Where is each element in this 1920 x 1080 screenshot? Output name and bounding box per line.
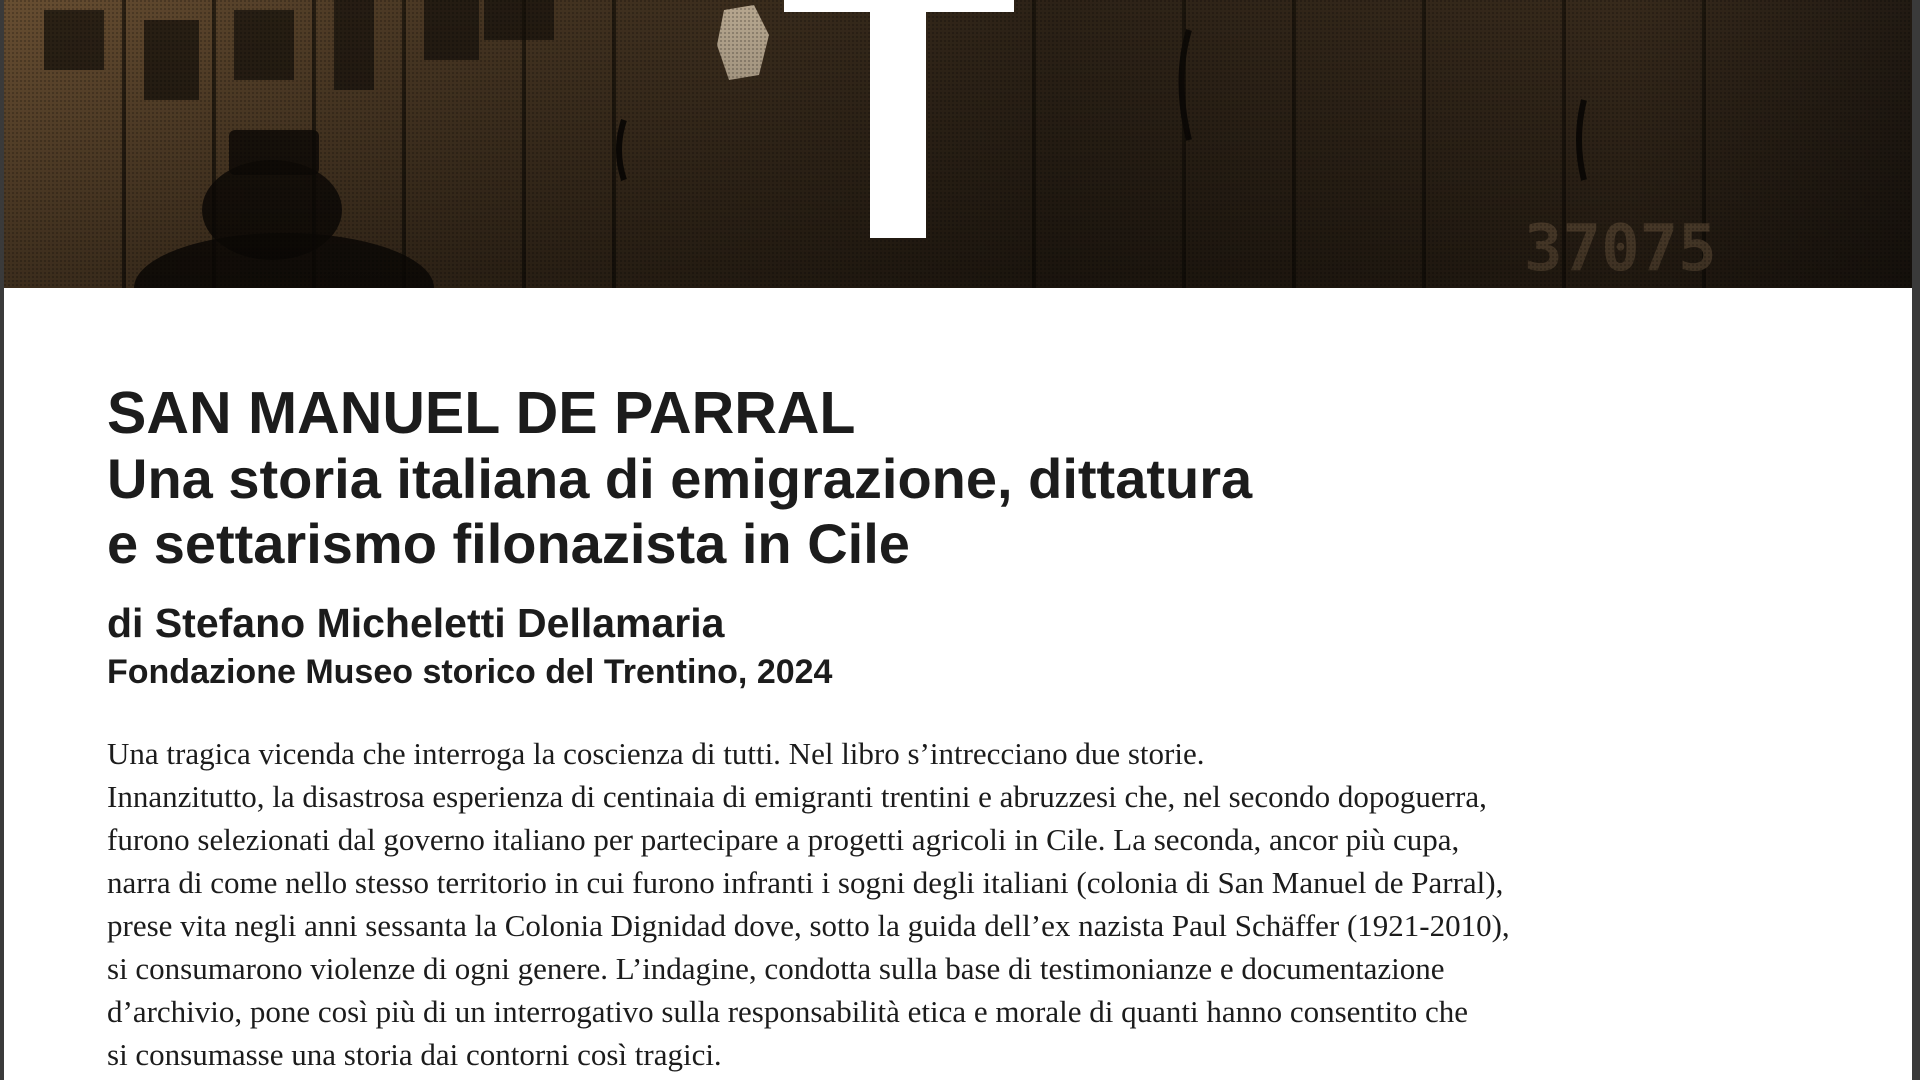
book-description xyxy=(107,380,1807,1076)
document-page xyxy=(4,0,1912,1080)
description-line: prese vita negli anni sessanta la Colonia Dignidad dove, sotto la guida dell’ex nazista Paul Schäffer (1921-2010), xyxy=(107,908,1510,943)
book-author: di Stefano Micheletti Dellamaria xyxy=(107,600,725,646)
cover-photo-banner xyxy=(4,0,1912,288)
description-line: furono selezionati dal governo italiano per partecipare a progetti agricoli in Cile. La seconda, ancor più cupa, xyxy=(107,822,1460,857)
book-subtitle-line-1: Una storia italiana di emigrazione, dittatura xyxy=(107,447,1253,510)
book-publisher: Fondazione Museo storico del Trentino, 2024 xyxy=(107,653,833,691)
book-subtitle-line-2: e settarismo filonazista in Cile xyxy=(107,512,910,575)
description-line: si consumasse una storia dai contorni così tragici. xyxy=(107,1037,722,1072)
description-line: narra di come nello stesso territorio in cui furono infranti i sogni degli italiani (colonia di San Manuel de Parral), xyxy=(107,865,1504,900)
description-line: Innanzitutto, la disastrosa esperienza di centinaia di emigranti trentini e abruzzesi che, nel secondo dopoguerra, xyxy=(107,779,1487,814)
description-line: Una tragica vicenda che interroga la coscienza di tutti. Nel libro s’intrecciano due storie. xyxy=(107,736,1205,771)
description-line: d’archivio, pone così più di un interrogativo sulla responsabilità etica e morale di quanti hanno consentito che xyxy=(107,994,1469,1029)
description-line: si consumarono violenze di ogni genere. L’indagine, condotta sulla base di testimonianze e documentazione xyxy=(107,951,1445,986)
description-paragraph xyxy=(107,732,1807,1076)
book-title: SAN MANUEL DE PARRAL xyxy=(107,380,856,446)
